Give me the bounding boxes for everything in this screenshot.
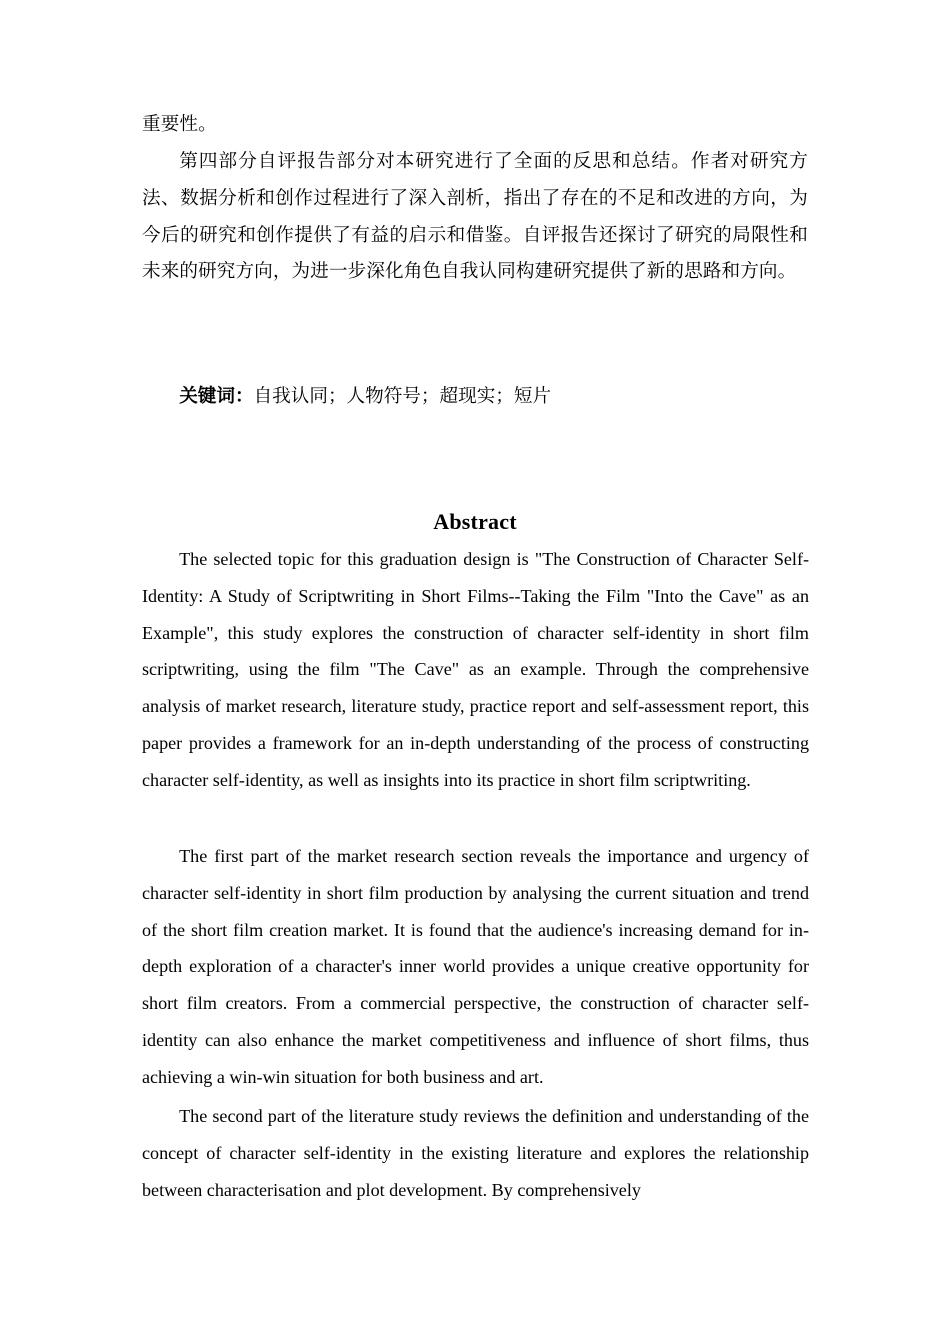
chinese-continued-line-block xyxy=(142,107,808,144)
abstract-paragraph-2-block xyxy=(142,838,809,1096)
chinese-continued-line: 重要性。 xyxy=(142,114,217,135)
abstract-heading: Abstract xyxy=(433,509,517,534)
keywords-value: 自我认同；人物符号；超现实；短片 xyxy=(253,386,552,407)
chinese-paragraph-four: 第四部分自评报告部分对本研究进行了全面的反思和总结。作者对研究方法、数据分析和创作过程进行了深入剖析，指出了存在的不足和改进的方向，为今后的研究和创作提供了有益的启示和借鉴。自评报告还探讨了研究的局限性和未来的研究方向，为进一步深化角色自我认同构建研究提供了新的思路和方向。 xyxy=(142,151,808,283)
abstract-paragraph-1-block xyxy=(142,541,809,799)
chinese-paragraph-four-block xyxy=(142,144,808,291)
abstract-paragraph-1: The selected topic for this graduation design is "The Construction of Character Self-Identity: A Study of Scriptwriting in Short Films--Taking the Film "Into the Cave" as an Example", this study explores the construction of character self-identity in short film scriptwriting, using the film "The Cave" as an example. Through the comprehensive analysis of market research, literature study, practice report and self-assessment report, this paper provides a framework for an in-depth understanding of the process of constructing character self-identity, as well as insights into its practice in short film scriptwriting. xyxy=(142,549,809,790)
abstract-paragraph-3: The second part of the literature study reviews the definition and understanding of the concept of character self-identity in the existing literature and explores the relationship between characterisation and plot development. By comprehensively xyxy=(142,1106,809,1200)
keywords-line xyxy=(142,378,808,416)
abstract-paragraph-2: The first part of the market research section reveals the importance and urgency of character self-identity in short film production by analysing the current situation and trend of the short film creation market. It is found that the audience's increasing demand for in-depth exploration of a character's inner world provides a unique creative opportunity for short film creators. From a commercial perspective, the construction of character self-identity can also enhance the market competitiveness and influence of short films, thus achieving a win-win situation for both business and art. xyxy=(142,846,809,1087)
keywords-label: 关键词： xyxy=(179,385,254,406)
abstract-paragraph-3-block xyxy=(142,1098,809,1208)
